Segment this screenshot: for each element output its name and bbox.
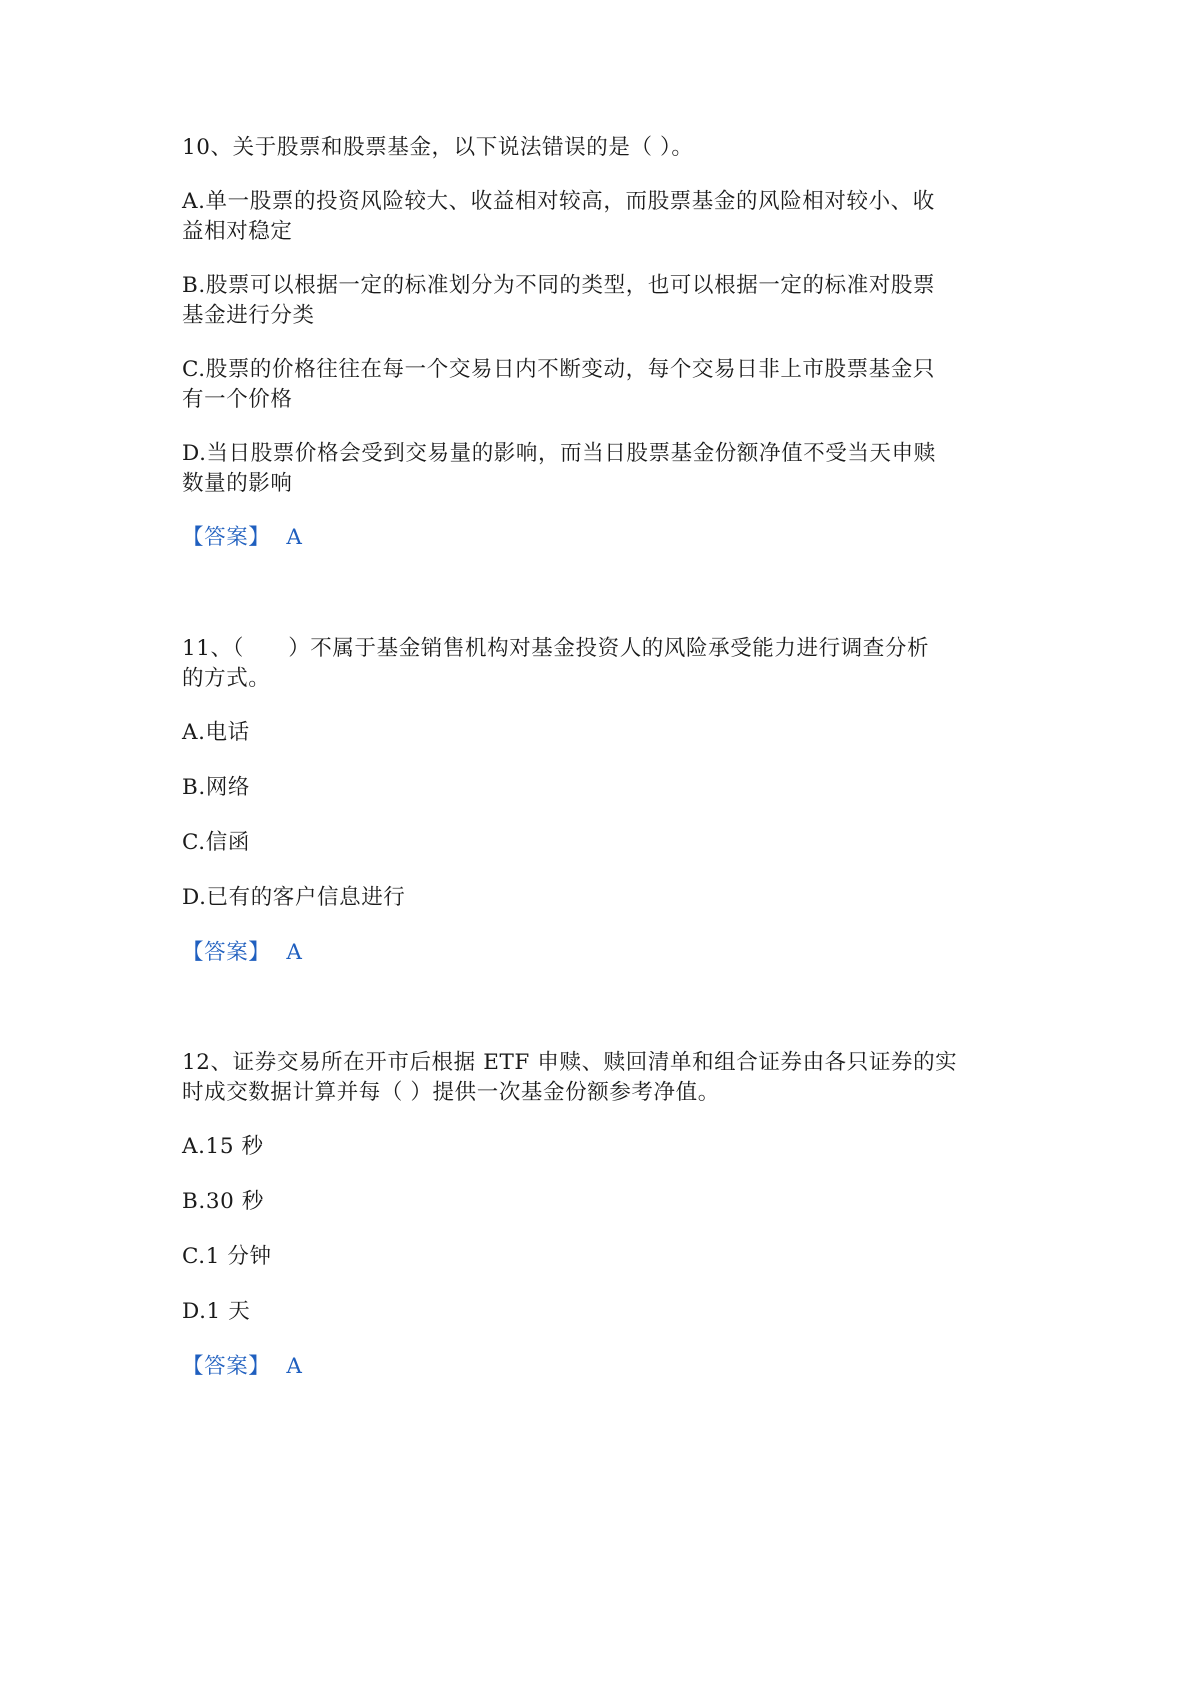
answer-row (182, 1351, 303, 1383)
option-b: B.30 秒 (182, 1189, 264, 1214)
option-c: C.信函 (182, 830, 250, 855)
option-a: A.15 秒 (182, 1134, 264, 1159)
question-stem-cont: 的方式。 (182, 666, 271, 691)
option-b-cont: 基金进行分类 (182, 303, 315, 328)
option-d: D.当日股票价格会受到交易量的影响，而当日股票基金份额净值不受当天申赎 (182, 441, 936, 466)
answer-value: A (286, 525, 303, 550)
answer-value: A (286, 1354, 303, 1379)
option-d-cont: 数量的影响 (182, 471, 293, 496)
answer-row (182, 522, 303, 554)
option-a: A.电话 (182, 720, 250, 745)
option-c-cont: 有一个价格 (182, 387, 293, 412)
option-b: B.网络 (182, 775, 251, 800)
question-stem: 10、关于股票和股票基金，以下说法错误的是（ ）。 (182, 135, 694, 160)
question-stem: 11、（ ）不属于基金销售机构对基金投资人的风险承受能力进行调查分析 (182, 636, 930, 661)
document-page (182, 0, 1012, 1684)
option-a: A.单一股票的投资风险较大、收益相对较高，而股票基金的风险相对较小、收 (182, 189, 935, 214)
option-c: C.股票的价格往往在每一个交易日内不断变动，每个交易日非上市股票基金只 (182, 357, 936, 382)
option-d: D.1 天 (182, 1299, 251, 1324)
answer-value: A (286, 940, 303, 965)
question-stem-cont: 时成交数据计算并每（ ）提供一次基金份额参考净值。 (182, 1080, 720, 1105)
answer-label: 【答案】 (182, 1354, 271, 1379)
option-c: C.1 分钟 (182, 1244, 272, 1269)
answer-label: 【答案】 (182, 940, 271, 965)
question-stem: 12、证券交易所在开市后根据 ETF 申赎、赎回清单和组合证券由各只证券的实 (182, 1050, 958, 1075)
option-d: D.已有的客户信息进行 (182, 885, 406, 910)
answer-row (182, 937, 303, 969)
answer-label: 【答案】 (182, 525, 271, 550)
option-b: B.股票可以根据一定的标准划分为不同的类型，也可以根据一定的标准对股票 (182, 273, 936, 298)
option-a-cont: 益相对稳定 (182, 219, 293, 244)
